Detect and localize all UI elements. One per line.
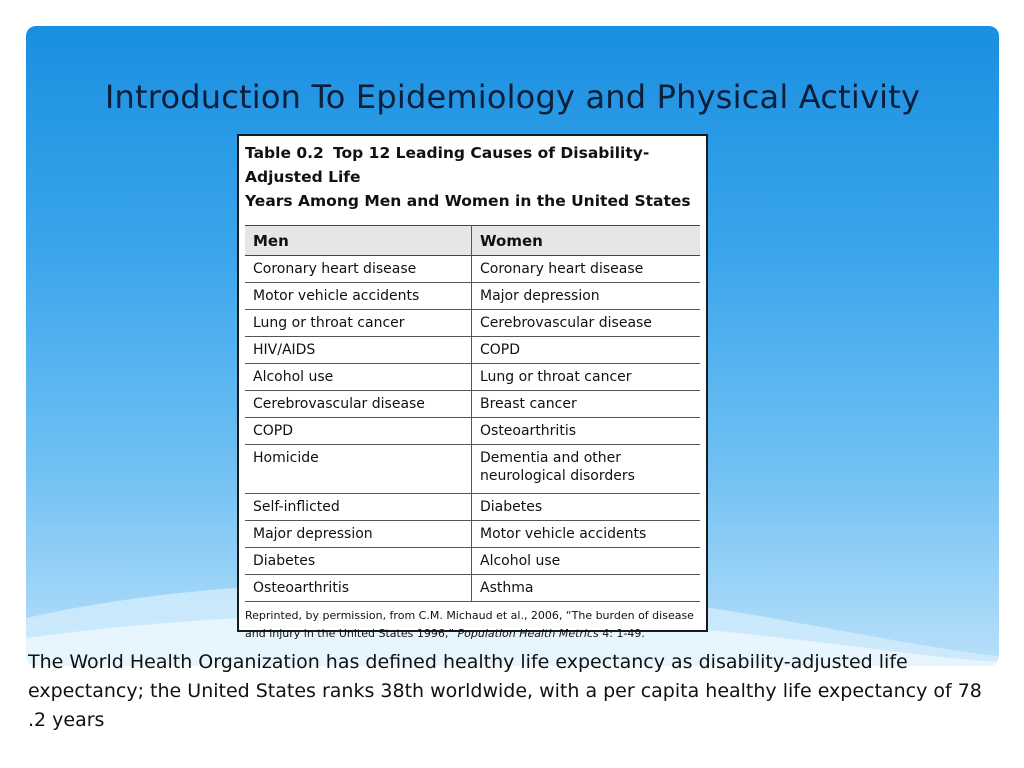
table-row [245, 521, 700, 548]
table-row [245, 391, 700, 418]
men-cause: Major depression [245, 521, 472, 548]
column-header-men: Men [245, 226, 472, 256]
women-cause: Alcohol use [472, 548, 701, 575]
causes-table [245, 225, 700, 602]
women-cause: Diabetes [472, 494, 701, 521]
table-row [245, 337, 700, 364]
table-row [245, 445, 700, 494]
table-number: Table 0.2 [245, 144, 324, 162]
men-cause: Diabetes [245, 548, 472, 575]
table-caption [245, 141, 700, 213]
source-citation [245, 607, 700, 643]
table-figure [237, 134, 708, 640]
column-header-women: Women [472, 226, 701, 256]
men-cause: Alcohol use [245, 364, 472, 391]
slide-title: Introduction To Epidemiology and Physical Activity [104, 78, 921, 116]
table-row [245, 283, 700, 310]
women-cause: Asthma [472, 575, 701, 602]
table-row [245, 310, 700, 337]
table-title-line-1: Top 12 Leading Causes of Disability-Adjusted Life [245, 144, 650, 186]
table-row [245, 548, 700, 575]
women-cause: Cerebrovascular disease [472, 310, 701, 337]
men-cause: Lung or throat cancer [245, 310, 472, 337]
women-cause: Major depression [472, 283, 701, 310]
women-cause: Dementia and other neurological disorders [472, 445, 701, 494]
table-row [245, 364, 700, 391]
men-cause: HIV/AIDS [245, 337, 472, 364]
source-journal: Population Health Metrics [457, 627, 599, 640]
table-row [245, 418, 700, 445]
women-cause: COPD [472, 337, 701, 364]
table-title-line-2: Years Among Men and Women in the United States [245, 192, 691, 210]
table-row [245, 575, 700, 602]
women-cause: Motor vehicle accidents [472, 521, 701, 548]
men-cause: Motor vehicle accidents [245, 283, 472, 310]
women-cause: Osteoarthritis [472, 418, 701, 445]
table-row [245, 494, 700, 521]
women-cause: Lung or throat cancer [472, 364, 701, 391]
men-cause: COPD [245, 418, 472, 445]
table-header-row [245, 226, 700, 256]
slide-body-text: The World Health Organization has defined healthy life expectancy as disability-adjusted life expectancy; the United States ranks 38th worldwide, with a per capita healthy life expectancy of 78 .2 years [28, 651, 982, 731]
men-cause: Osteoarthritis [245, 575, 472, 602]
source-prefix: Reprinted, by permission, from C.M. Michaud et al., 2006, “The burden of disease and injury in the United States 1996,” [245, 609, 694, 640]
men-cause: Cerebrovascular disease [245, 391, 472, 418]
source-suffix: 4: 1-49. [602, 627, 645, 640]
men-cause: Coronary heart disease [245, 256, 472, 283]
table-row [245, 256, 700, 283]
men-cause: Homicide [245, 445, 472, 494]
men-cause: Self-inflicted [245, 494, 472, 521]
women-cause: Coronary heart disease [472, 256, 701, 283]
women-cause: Breast cancer [472, 391, 701, 418]
